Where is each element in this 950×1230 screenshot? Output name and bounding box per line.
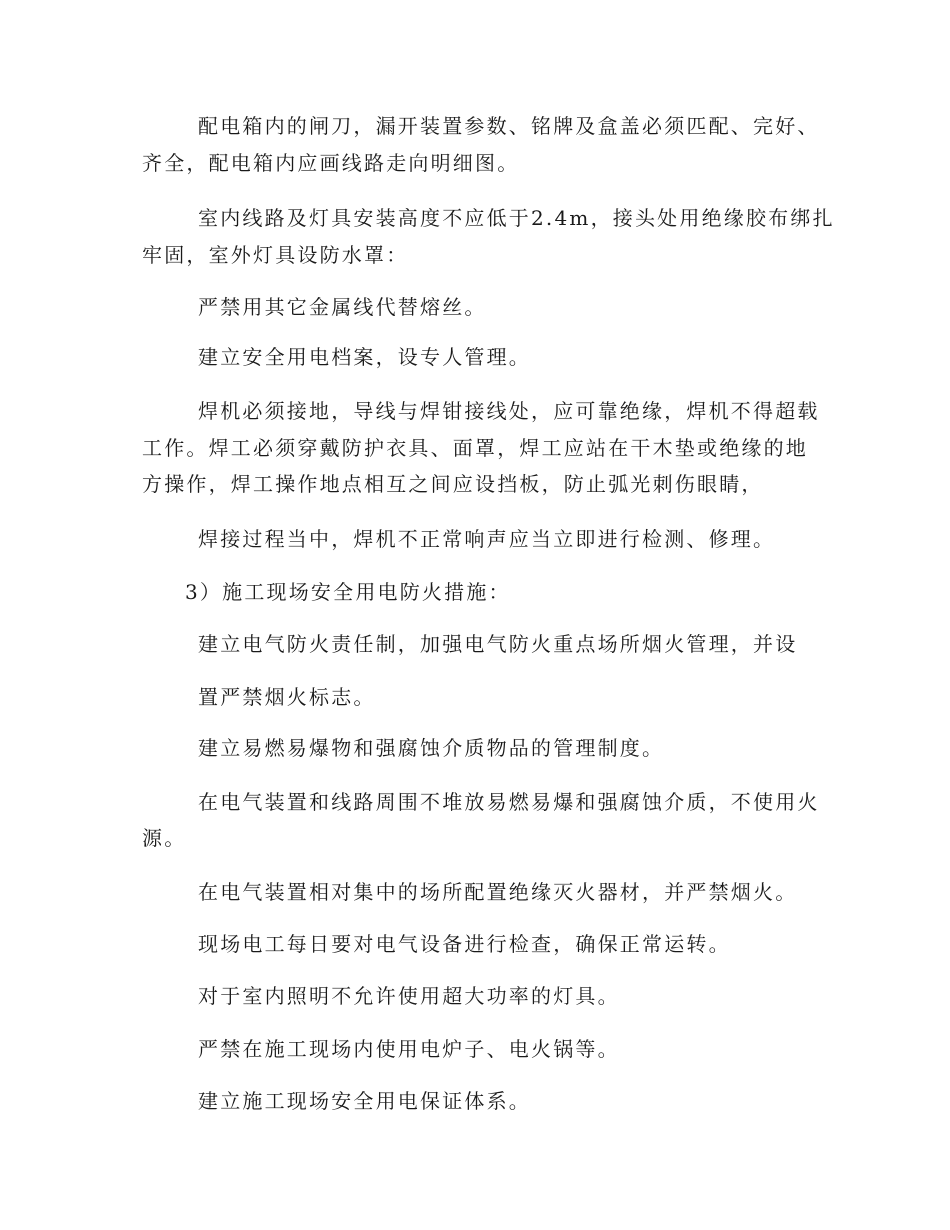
text-line: 严禁用其它金属线代替熔丝。 [198,295,487,319]
text-line: 配电箱内的闸刀，漏开装置参数、铭牌及盒盖必须匹配、完好、 [198,114,820,138]
text-line: 建立易燃易爆物和强腐蚀介质物品的管理制度。 [198,736,665,760]
text-line: 建立安全用电档案，设专人管理。 [198,345,531,369]
text-line: 对于室内照明不允许使用超大功率的灯具。 [198,984,620,1008]
text-line: 方操作，焊工操作地点相互之间应设挡板，防止弧光刺伤眼睛， [142,472,764,496]
text-line: 现场电工每日要对电气设备进行检查，确保正常运转。 [198,932,731,956]
text-line: 室内线路及灯具安装高度不应低于2.4m，接头处用绝缘胶布绑扎 [198,206,835,230]
text-line: 严禁在施工现场内使用电炉子、电火锅等。 [198,1037,620,1061]
text-line: 齐全，配电箱内应画线路走向明细图。 [142,151,520,175]
text-line: 焊接过程当中，焊机不正常响声应当立即进行检测、修理。 [198,527,776,551]
section-heading: 3）施工现场安全用电防火措施： [185,580,511,604]
text-line: 在电气装置和线路周围不堆放易燃易爆和强腐蚀介质，不使用火 [198,790,820,814]
text-line: 牢固，室外灯具设防水罩： [142,243,409,267]
text-line: 建立电气防火责任制，加强电气防火重点场所烟火管理，并设 [198,632,798,656]
text-line: 工作。焊工必须穿戴防护衣具、面罩，焊工应站在干木垫或绝缘的地 [142,436,808,460]
text-line: 置严禁烟火标志。 [198,685,376,709]
text-line: 焊机必须接地，导线与焊钳接线处，应可靠绝缘，焊机不得超载 [198,399,820,423]
text-line: 在电气装置相对集中的场所配置绝缘灭火器材，并严禁烟火。 [198,880,798,904]
text-line: 源。 [142,826,187,850]
text-line: 建立施工现场安全用电保证体系。 [198,1089,531,1113]
